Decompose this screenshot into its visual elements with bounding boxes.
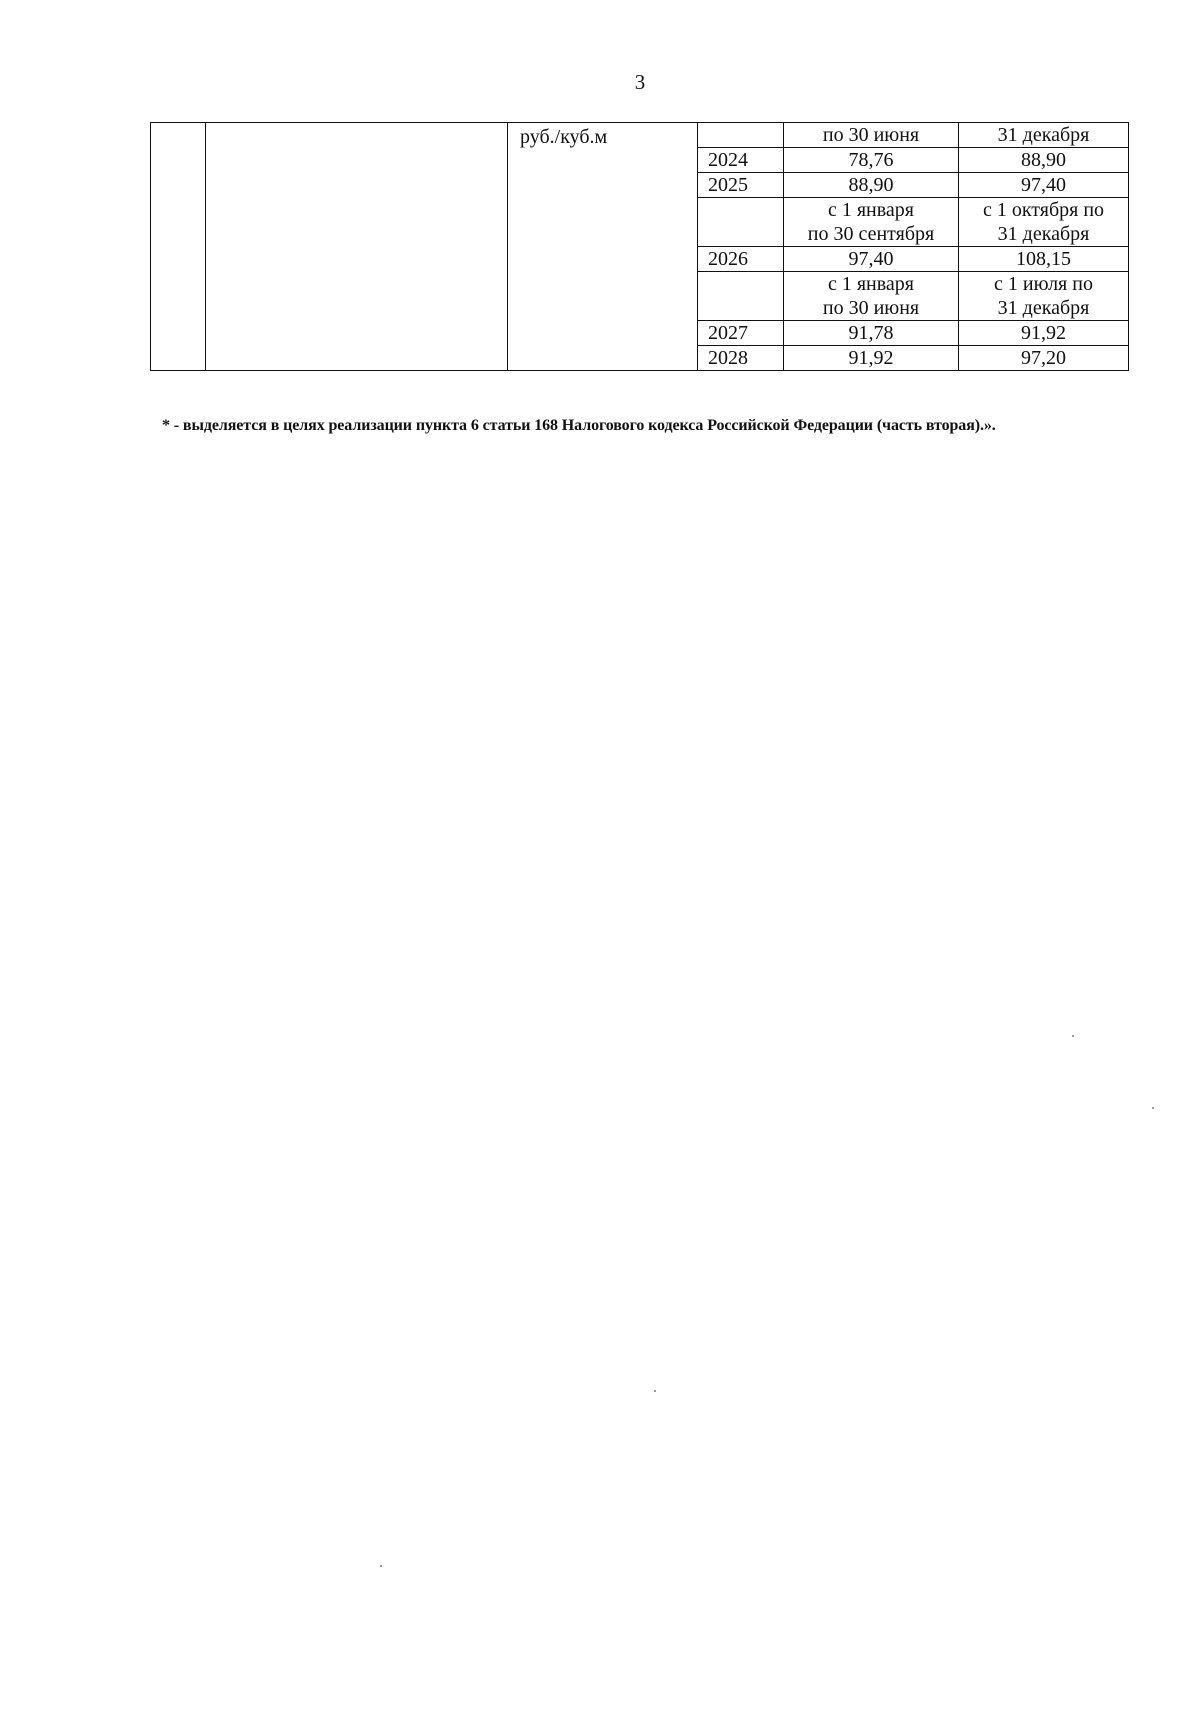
scan-speck bbox=[654, 1390, 656, 1392]
tariff-table-body bbox=[151, 123, 1129, 371]
scan-speck bbox=[1072, 1035, 1074, 1037]
value-cell: 108,15 bbox=[959, 247, 1129, 272]
year-cell: 2027 bbox=[698, 321, 784, 346]
year-cell: 2028 bbox=[698, 346, 784, 371]
year-cell: 2024 bbox=[698, 148, 784, 173]
page-number: 3 bbox=[634, 70, 646, 94]
scan-speck bbox=[1152, 1107, 1154, 1109]
tariff-table bbox=[150, 122, 1129, 371]
year-cell: 2025 bbox=[698, 173, 784, 198]
value-cell: с 1 июля по 31 декабря bbox=[959, 272, 1129, 321]
value-cell: 78,76 bbox=[784, 148, 959, 173]
value-cell: с 1 января по 30 сентября bbox=[784, 198, 959, 247]
footnote: * - выделяется в целях реализации пункта 6 статьи 168 Налогового кодекса Российской Федерации (часть вторая).». bbox=[162, 417, 996, 434]
value-cell: 97,40 bbox=[784, 247, 959, 272]
value-cell: по 30 июня bbox=[784, 123, 959, 148]
value-cell: 91,92 bbox=[784, 346, 959, 371]
value-cell: 88,90 bbox=[784, 173, 959, 198]
scan-speck bbox=[380, 1565, 382, 1567]
year-cell bbox=[698, 198, 784, 247]
value-cell: с 1 января по 30 июня bbox=[784, 272, 959, 321]
value-cell: с 1 октября по 31 декабря bbox=[959, 198, 1129, 247]
unit-cell: руб./куб.м bbox=[508, 123, 698, 371]
value-cell: 91,78 bbox=[784, 321, 959, 346]
table-row bbox=[151, 123, 1129, 148]
value-cell: 97,40 bbox=[959, 173, 1129, 198]
year-cell: 2026 bbox=[698, 247, 784, 272]
value-cell: 97,20 bbox=[959, 346, 1129, 371]
index-cell bbox=[151, 123, 206, 371]
value-cell: 88,90 bbox=[959, 148, 1129, 173]
year-cell bbox=[698, 123, 784, 148]
value-cell: 91,92 bbox=[959, 321, 1129, 346]
value-cell: 31 декабря bbox=[959, 123, 1129, 148]
year-cell bbox=[698, 272, 784, 321]
name-cell bbox=[206, 123, 508, 371]
